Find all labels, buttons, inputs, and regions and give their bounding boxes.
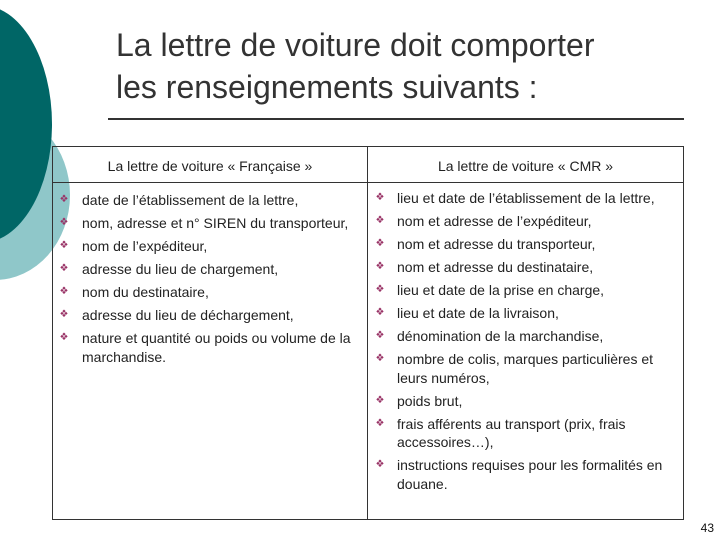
list-item	[57, 260, 357, 279]
list-item	[373, 304, 673, 323]
page-number: 43	[700, 521, 714, 535]
list-item	[373, 258, 673, 277]
diamond-bullet-icon: ❖	[375, 417, 385, 429]
list-item	[373, 189, 673, 208]
list-item	[57, 191, 357, 210]
diamond-bullet-icon: ❖	[375, 459, 385, 470]
list-item	[373, 212, 673, 231]
list-item-text: poids brut,	[397, 392, 463, 409]
diamond-bullet-icon: ❖	[375, 284, 385, 295]
list-item-text: nom, adresse et n° SIREN du transporteur,	[82, 215, 349, 231]
list-item-text: lieu et date de la prise en charge,	[397, 282, 605, 298]
list-item-text: nom et adresse du transporteur,	[397, 236, 596, 252]
list-item	[373, 281, 673, 300]
list-item	[57, 306, 357, 325]
list-item-text: nom et adresse de l’expéditeur,	[397, 213, 592, 229]
diamond-bullet-icon: ❖	[59, 286, 69, 297]
diamond-bullet-icon: ❖	[59, 240, 69, 251]
list-item-text: date de l’établissement de la lettre,	[82, 192, 299, 208]
list-item	[57, 214, 357, 233]
list-item	[57, 329, 357, 366]
list-francaise	[57, 191, 357, 371]
list-item-text: lieu et date de l’établissement de la lettre,	[397, 190, 655, 206]
list-item	[373, 392, 673, 411]
diamond-bullet-icon: ❖	[375, 261, 385, 272]
diamond-bullet-icon: ❖	[59, 263, 69, 274]
list-item-text: nom du destinataire,	[82, 284, 209, 300]
list-item	[57, 283, 357, 302]
title-underline	[108, 118, 684, 120]
column-header-francaise: La lettre de voiture « Française »	[107, 158, 313, 174]
list-item-text: lieu et date de la livraison,	[397, 305, 559, 321]
list-item	[373, 456, 673, 493]
diamond-bullet-icon: ❖	[59, 217, 69, 228]
slide-title-line-1: La lettre de voiture doit comporter	[116, 27, 595, 63]
column-header-cmr: La lettre de voiture « CMR »	[437, 158, 614, 174]
list-item-text: nature et quantité ou poids ou volume de la marchandise.	[82, 330, 351, 365]
slide-title	[116, 24, 706, 108]
list-item	[373, 327, 673, 346]
list-item	[373, 235, 673, 254]
list-item-text: nombre de colis, marques particulières et leurs numéros,	[397, 351, 654, 386]
list-cmr	[373, 189, 673, 498]
diamond-bullet-icon: ❖	[375, 394, 385, 406]
diamond-bullet-icon: ❖	[375, 215, 385, 226]
diamond-bullet-icon: ❖	[59, 332, 69, 343]
list-item-text: adresse du lieu de chargement,	[82, 261, 279, 277]
diamond-bullet-icon: ❖	[59, 194, 69, 205]
list-item-text: dénomination de la marchandise,	[397, 328, 604, 344]
header-divider	[53, 182, 683, 183]
list-item-text: nom de l’expéditeur,	[82, 238, 208, 254]
column-divider	[367, 147, 368, 519]
diamond-bullet-icon: ❖	[375, 192, 385, 203]
list-item	[57, 237, 357, 256]
list-item	[373, 350, 673, 387]
list-item-text: frais afférents au transport (prix, frais accessoires…),	[397, 415, 626, 450]
diamond-bullet-icon: ❖	[375, 307, 385, 318]
diamond-bullet-icon: ❖	[375, 330, 385, 341]
list-item-text: nom et adresse du destinataire,	[397, 259, 594, 275]
comparison-table	[52, 146, 684, 520]
diamond-bullet-icon: ❖	[375, 238, 385, 249]
list-item-text: instructions requises pour les formalités en douane.	[397, 457, 663, 492]
list-item	[373, 415, 673, 452]
slide-title-line-2: les renseignements suivants :	[116, 69, 538, 105]
diamond-bullet-icon: ❖	[59, 309, 69, 320]
list-item-text: adresse du lieu de déchargement,	[82, 307, 294, 323]
diamond-bullet-icon: ❖	[375, 353, 385, 364]
